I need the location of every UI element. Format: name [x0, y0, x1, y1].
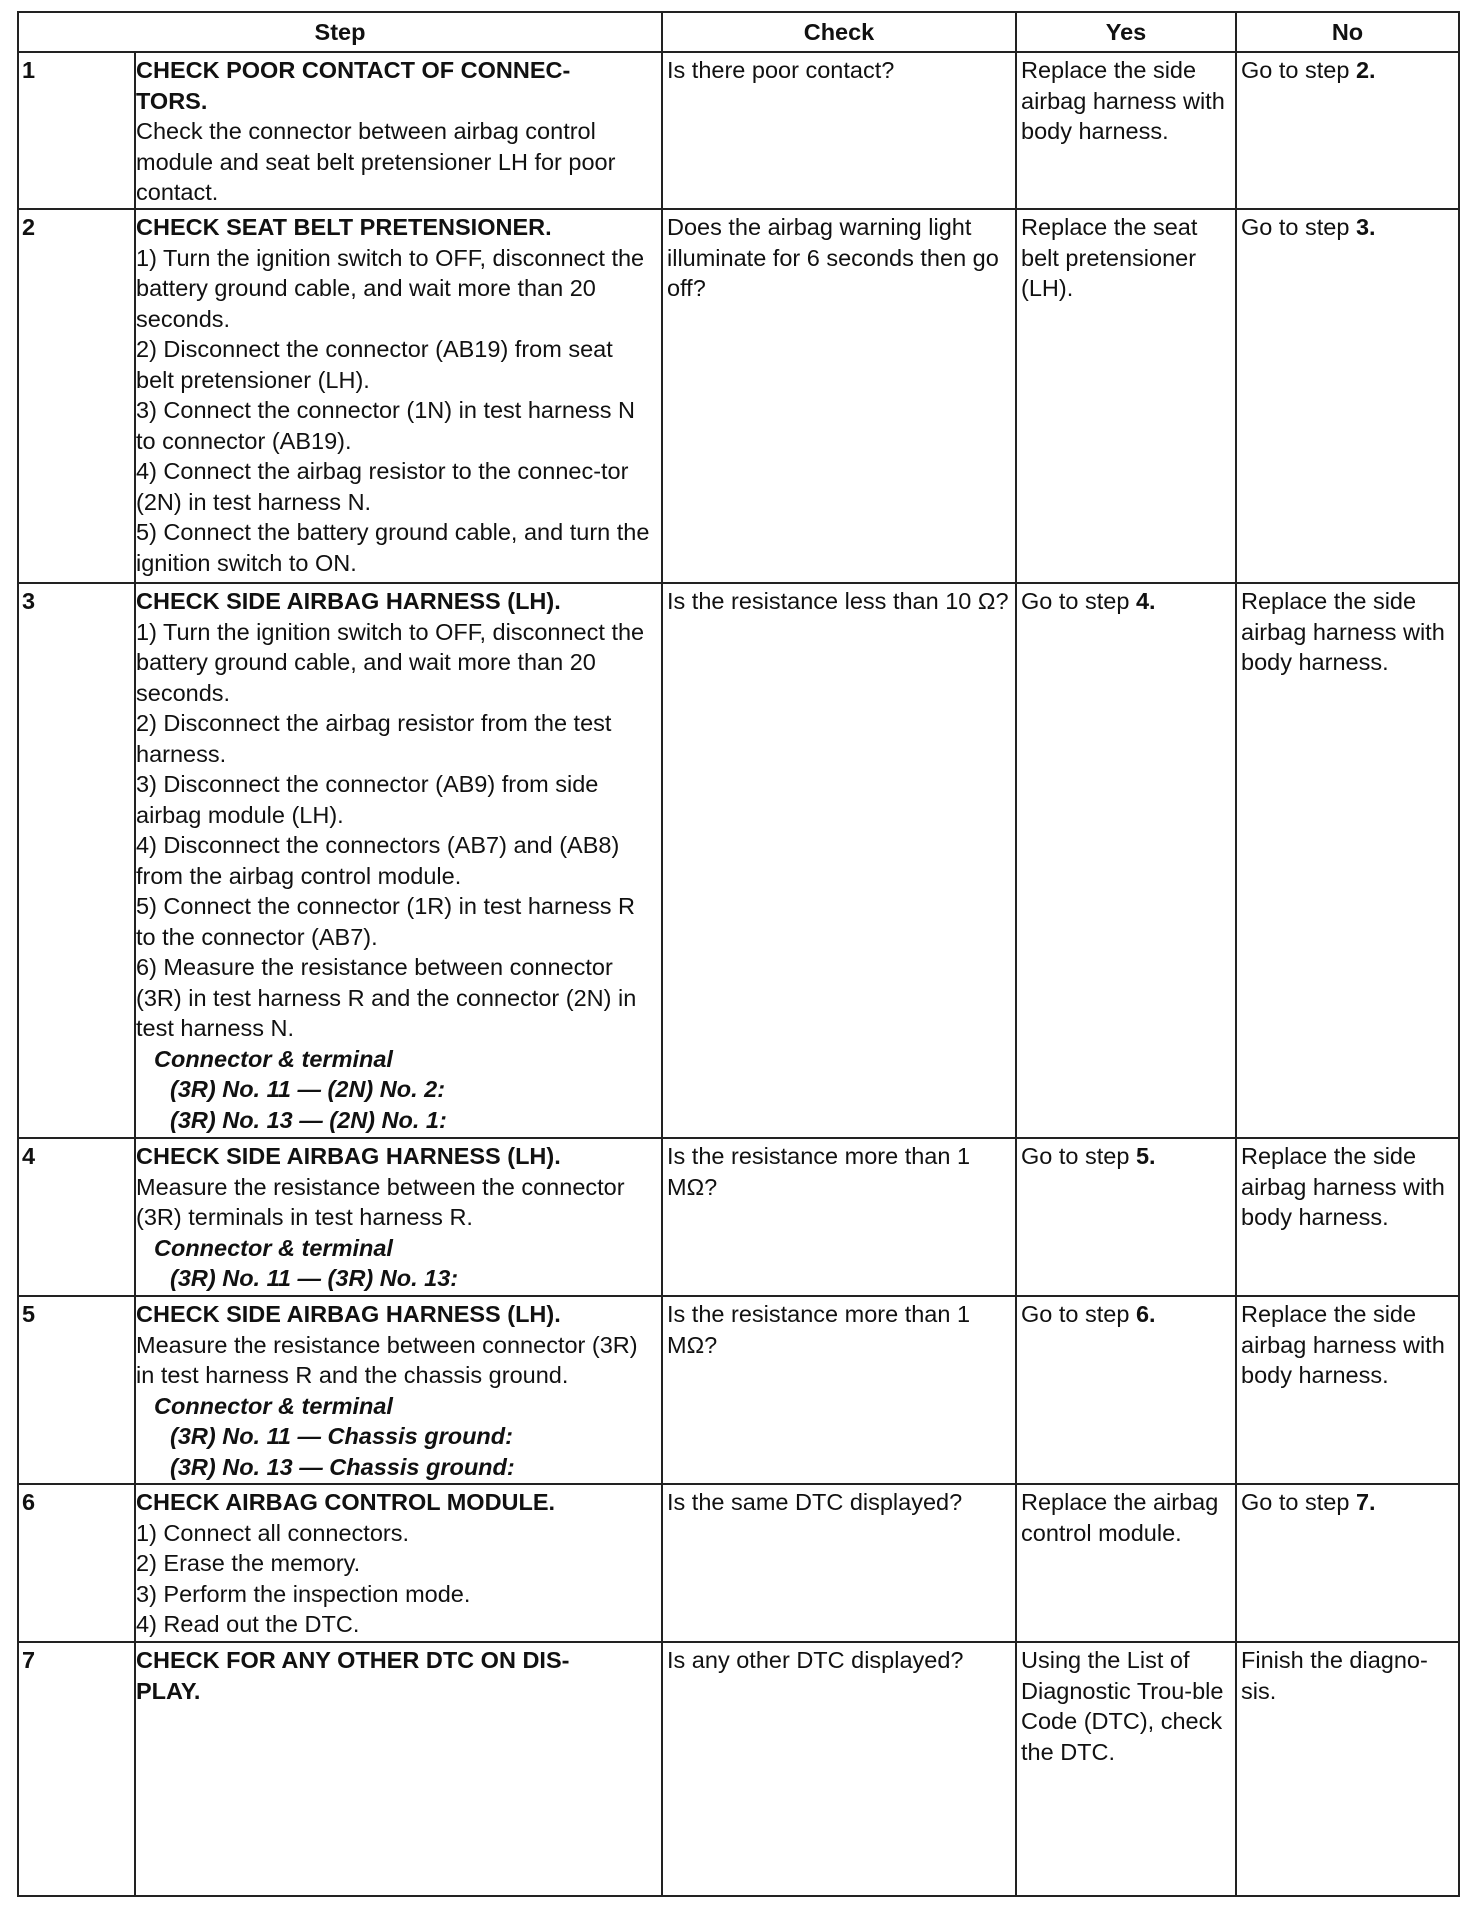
yes-action: Go to step: [1021, 1143, 1136, 1169]
step-cell: [135, 1138, 662, 1296]
check-question: Is the same DTC displayed?: [667, 1489, 963, 1515]
yes-step-ref: 5.: [1135, 1143, 1156, 1169]
step-number-cell: [18, 1484, 135, 1642]
header-no: No: [1236, 12, 1459, 52]
no-cell: [1236, 1642, 1459, 1896]
step-instruction: 1) Turn the ignition switch to OFF, disconnect the battery ground cable, and wait more than 20 seconds.: [136, 618, 645, 706]
check-cell: [662, 1138, 1016, 1296]
table-row: [18, 209, 1459, 583]
step-instruction: 3) Disconnect the connector (AB9) from side airbag module (LH).: [136, 771, 599, 828]
no-action: Replace the side airbag harness with body harness.: [1241, 1301, 1445, 1388]
step-instruction: 2) Disconnect the airbag resistor from the test harness.: [136, 710, 612, 767]
step-number: 3: [22, 588, 36, 614]
check-question: Is the resistance more than 1 MΩ?: [667, 1301, 971, 1358]
step-number-cell: [18, 52, 135, 209]
no-action: Go to step: [1241, 1489, 1356, 1515]
check-cell: [662, 583, 1016, 1138]
yes-action: Go to step: [1021, 1301, 1136, 1327]
step-number-cell: [18, 1642, 135, 1896]
step-number-cell: [18, 209, 135, 583]
yes-cell: [1016, 52, 1236, 209]
check-cell: [662, 209, 1016, 583]
step-instruction: 4) Read out the DTC.: [136, 1611, 360, 1637]
yes-step-ref: 6.: [1135, 1301, 1156, 1327]
step-instruction: Measure the resistance between connector (3R) in test harness R and the chassis ground.: [136, 1331, 638, 1388]
header-check: Check: [662, 12, 1016, 52]
step-title: CHECK SIDE AIRBAG HARNESS (LH).: [136, 1143, 561, 1169]
yes-action: Go to step: [1021, 588, 1136, 614]
step-instruction: 2) Erase the memory.: [136, 1550, 361, 1576]
no-cell: [1236, 583, 1459, 1138]
header-step: Step: [18, 12, 662, 52]
check-cell: [662, 52, 1016, 209]
spec-heading: Connector & terminal: [154, 1234, 393, 1261]
table-row: [18, 1484, 1459, 1642]
no-step-ref: 3.: [1355, 214, 1376, 240]
spec-heading: Connector & terminal: [154, 1392, 393, 1419]
step-instruction: 5) Connect the connector (1R) in test harness R to the connector (AB7).: [136, 893, 635, 950]
no-action: Finish the diagno-sis.: [1241, 1647, 1428, 1704]
spec-item: (3R) No. 11 — Chassis ground:: [170, 1423, 513, 1449]
no-step-ref: 2.: [1355, 57, 1376, 83]
spec-item: (3R) No. 11 — (3R) No. 13:: [170, 1265, 459, 1291]
step-number-cell: [18, 583, 135, 1138]
step-instruction: 4) Disconnect the connectors (AB7) and (AB8) from the airbag control module.: [136, 832, 620, 889]
step-instruction: 5) Connect the battery ground cable, and turn the ignition switch to ON.: [136, 519, 650, 576]
table-row: [18, 52, 1459, 209]
no-action: Replace the side airbag harness with body harness.: [1241, 1143, 1445, 1230]
yes-cell: [1016, 583, 1236, 1138]
yes-action: Replace the airbag control module.: [1021, 1489, 1219, 1546]
step-cell: [135, 583, 662, 1138]
step-number: 1: [22, 57, 36, 83]
step-instruction: 2) Disconnect the connector (AB19) from seat belt pretensioner (LH).: [136, 336, 613, 393]
no-cell: [1236, 1484, 1459, 1642]
step-number: 6: [22, 1489, 36, 1515]
no-cell: [1236, 1296, 1459, 1484]
spec-item: (3R) No. 13 — (2N) No. 1:: [170, 1106, 447, 1133]
step-instruction: Check the connector between airbag control module and seat belt pretensioner LH for poor contact.: [136, 118, 616, 205]
check-question: Is the resistance less than 10 Ω?: [667, 588, 1009, 614]
yes-action: Replace the side airbag harness with body harness.: [1021, 57, 1225, 144]
yes-cell: [1016, 1138, 1236, 1296]
table-row: [18, 1642, 1459, 1896]
yes-cell: [1016, 1642, 1236, 1896]
step-cell: [135, 52, 662, 209]
check-question: Does the airbag warning light illuminate for 6 seconds then go off?: [667, 214, 999, 301]
check-cell: [662, 1296, 1016, 1484]
step-title: CHECK POOR CONTACT OF CONNEC- TORS.: [136, 57, 571, 114]
step-instruction: 4) Connect the airbag resistor to the connec-tor (2N) in test harness N.: [136, 458, 629, 515]
step-cell: [135, 1484, 662, 1642]
yes-action: Replace the seat belt pretensioner (LH).: [1021, 214, 1198, 301]
step-title: CHECK AIRBAG CONTROL MODULE.: [136, 1489, 556, 1515]
spec-item: (3R) No. 11 — (2N) No. 2:: [170, 1076, 446, 1102]
table-header-row: [18, 12, 1459, 52]
yes-action: Using the List of Diagnostic Trou-ble Code (DTC), check the DTC.: [1021, 1647, 1224, 1765]
step-instruction: 1) Turn the ignition switch to OFF, disconnect the battery ground cable, and wait more than 20 seconds.: [136, 244, 645, 332]
spec-heading: Connector & terminal: [154, 1045, 393, 1072]
step-number-cell: [18, 1138, 135, 1296]
step-title: CHECK SIDE AIRBAG HARNESS (LH).: [136, 588, 561, 614]
check-question: Is there poor contact?: [667, 57, 895, 83]
no-action: Go to step: [1241, 57, 1356, 83]
step-instruction: 3) Perform the inspection mode.: [136, 1580, 471, 1607]
step-instruction: Measure the resistance between the connector (3R) terminals in test harness R.: [136, 1173, 625, 1230]
step-number: 7: [22, 1647, 36, 1673]
table-row: [18, 1138, 1459, 1296]
no-cell: [1236, 52, 1459, 209]
step-number: 4: [22, 1143, 36, 1169]
yes-step-ref: 4.: [1135, 588, 1156, 614]
step-number: 2: [22, 214, 36, 240]
spec-item: (3R) No. 13 — Chassis ground:: [170, 1453, 515, 1480]
step-title: CHECK SIDE AIRBAG HARNESS (LH).: [136, 1301, 561, 1327]
table-row: [18, 1296, 1459, 1484]
step-cell: [135, 1296, 662, 1484]
header-yes: Yes: [1016, 12, 1236, 52]
yes-cell: [1016, 1296, 1236, 1484]
no-cell: [1236, 1138, 1459, 1296]
step-number-cell: [18, 1296, 135, 1484]
check-cell: [662, 1642, 1016, 1896]
step-instruction: 3) Connect the connector (1N) in test harness N to connector (AB19).: [136, 397, 635, 454]
step-instruction: 1) Connect all connectors.: [136, 1519, 410, 1546]
step-title: CHECK FOR ANY OTHER DTC ON DIS- PLAY.: [136, 1647, 570, 1704]
yes-cell: [1016, 209, 1236, 583]
step-title: CHECK SEAT BELT PRETENSIONER.: [136, 214, 552, 240]
check-cell: [662, 1484, 1016, 1642]
no-step-ref: 7.: [1355, 1489, 1376, 1515]
yes-cell: [1016, 1484, 1236, 1642]
step-instruction: 6) Measure the resistance between connector (3R) in test harness R and the connector (2N) in test harness N.: [136, 954, 637, 1041]
step-number: 5: [22, 1301, 36, 1327]
no-action: Replace the side airbag harness with body harness.: [1241, 588, 1445, 675]
check-question: Is the resistance more than 1 MΩ?: [667, 1143, 971, 1200]
step-cell: [135, 1642, 662, 1896]
no-cell: [1236, 209, 1459, 583]
check-question: Is any other DTC displayed?: [667, 1647, 964, 1673]
step-cell: [135, 209, 662, 583]
diagnostic-procedure-table: [17, 11, 1460, 1897]
no-action: Go to step: [1241, 214, 1356, 240]
table-row: [18, 583, 1459, 1138]
